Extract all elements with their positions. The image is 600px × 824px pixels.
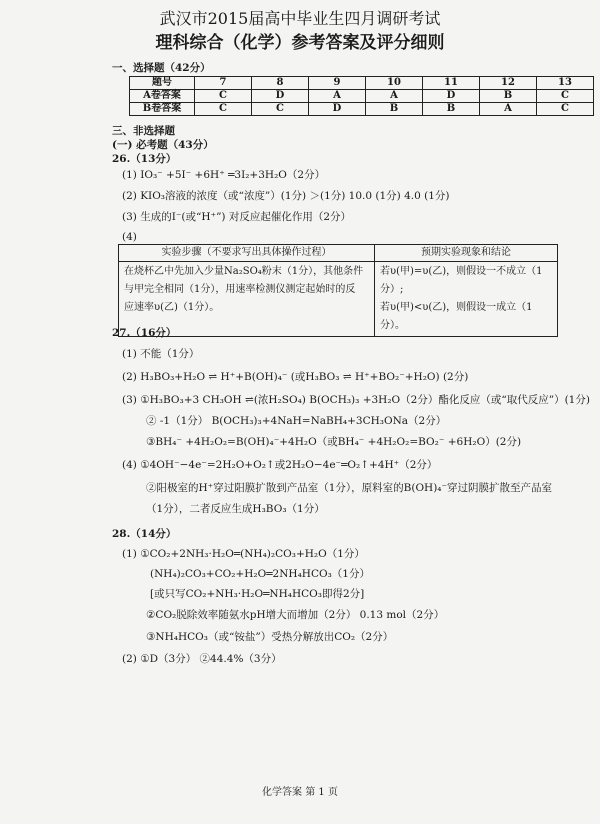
experiment-step-line: 在烧杯乙中先加入少量Na₂SO₄粉末（1分），其他条件	[124, 266, 364, 277]
table-cell: 11	[423, 77, 480, 90]
table-cell: 预期实验现象和结论	[375, 245, 558, 262]
table-cell: A	[309, 90, 366, 103]
q28-title: 28.（14分）	[112, 528, 177, 540]
table-cell: 7	[195, 77, 252, 90]
table-cell: B	[366, 103, 423, 116]
table-cell: B	[423, 103, 480, 116]
table-row	[119, 262, 558, 337]
section1-heading: 一、选择题（42分）	[112, 62, 211, 74]
q27-line-5: ③BH₄⁻ +4H₂O₂=B(OH)₄⁻+4H₂O（或BH₄⁻ +4H₂O₂=BO₂⁻ +6H₂O）(2分)	[146, 436, 522, 448]
table-cell: 8	[252, 77, 309, 90]
q26-title: 26.（13分）	[112, 153, 177, 165]
table-row	[130, 90, 594, 103]
table-cell: C	[195, 90, 252, 103]
table-cell: 9	[309, 77, 366, 90]
table-header-row	[130, 77, 594, 90]
table-row	[130, 103, 594, 116]
table-cell: D	[309, 103, 366, 116]
q28-line-2: (NH₄)₂CO₃+CO₂+H₂O═2NH₄HCO₃（1分）	[150, 568, 370, 580]
page-number: 化学答案 第 1 页	[262, 787, 338, 798]
expected-result-cell	[375, 262, 558, 337]
experiment-design-table	[118, 244, 558, 337]
q26-line-4: (4)	[122, 231, 137, 243]
experiment-step-line: 应速率υ(乙)（1分）。	[124, 302, 220, 313]
q27-line-2: (2) H₃BO₃+H₂O ⇌ H⁺+B(OH)₄⁻ (或H₃BO₃ ⇌ H⁺+BO₂⁻+H₂O) (2分)	[122, 371, 469, 383]
document-title: 武汉市2015届高中毕业生四月调研考试	[159, 9, 441, 28]
section2-subheading: (一) 必考题（43分）	[112, 139, 214, 151]
table-cell: B	[480, 90, 537, 103]
table-cell: 12	[480, 77, 537, 90]
table-cell: C	[252, 103, 309, 116]
table-cell: A	[366, 90, 423, 103]
q28-line-4: ②CO₂脱除效率随氨水pH增大而增加（2分） 0.13 mol（2分）	[146, 609, 445, 621]
q28-line-1: (1) ①CO₂+2NH₃·H₂O═(NH₄)₂CO₃+H₂O（1分）	[122, 548, 365, 560]
table-cell: C	[537, 90, 594, 103]
q27-line-6: (4) ①4OH⁻−4e⁻=2H₂O+O₂↑或2H₂O−4e⁻═O₂↑+4H⁺（2分）	[122, 459, 438, 471]
table-cell: D	[252, 90, 309, 103]
q26-line-1: (1) IO₃⁻ +5I⁻ +6H⁺ ═3I₂+3H₂O（2分）	[122, 169, 326, 181]
table-cell: C	[537, 103, 594, 116]
table-cell: 实验步骤（不要求写出具体操作过程）	[119, 245, 375, 262]
table-cell: A	[480, 103, 537, 116]
table-header-row	[119, 245, 558, 262]
q27-line-7: ②阳极室的H⁺穿过阳膜扩散到产品室（1分），原料室的B(OH)₄⁻穿过阴膜扩散至产品室	[146, 482, 553, 494]
table-cell: 10	[366, 77, 423, 90]
q26-line-3: (3) 生成的I⁻(或“H⁺”) 对反应起催化作用（2分）	[122, 211, 352, 223]
q27-title: 27.（16分）	[112, 327, 177, 339]
table-cell: 13	[537, 77, 594, 90]
table-cell: 题号	[130, 77, 195, 90]
table-cell: D	[423, 90, 480, 103]
expected-result-line: 若υ(甲)<υ(乙)，则假设一成立（1分）。	[380, 302, 533, 331]
q28-line-3: [或只写CO₂+NH₃·H₂O═NH₄HCO₃即得2分]	[150, 588, 365, 600]
q27-line-8: （1分），二者反应生成H₃BO₃（1分）	[146, 503, 325, 515]
document-subtitle: 理科综合（化学）参考答案及评分细则	[155, 33, 445, 53]
q27-line-1: (1) 不能（1分）	[122, 348, 200, 360]
table-cell: A卷答案	[130, 90, 195, 103]
table-cell: B卷答案	[130, 103, 195, 116]
q27-line-4: ② -1（1分） B(OCH₃)₃+4NaH=NaBH₄+3CH₃ONa（2分）	[146, 415, 447, 427]
experiment-step-line: 与甲完全相同（1分），用速率检测仪测定起始时的反	[124, 284, 356, 295]
q27-line-3: (3) ①H₃BO₃+3 CH₃OH ⇌(浓H₂SO₄) B(OCH₃)₃ +3H₂O（2分）酯化反应（或“取代反应”）(1分)	[122, 394, 590, 406]
q26-line-2: (2) KIO₃溶液的浓度（或“浓度”）(1分) ＞(1分) 10.0 (1分) 4.0 (1分)	[122, 190, 450, 202]
q28-line-6: (2) ①D（3分） ②44.4%（3分）	[122, 653, 282, 665]
q28-line-5: ③NH₄HCO₃（或“铵盐”）受热分解放出CO₂（2分）	[146, 631, 394, 643]
table-cell: C	[195, 103, 252, 116]
section2-heading: 三、非选择题	[112, 125, 175, 137]
multiple-choice-answer-table	[129, 76, 594, 116]
expected-result-line: 若υ(甲)=υ(乙)，则假设一不成立（1分）;	[380, 266, 543, 295]
